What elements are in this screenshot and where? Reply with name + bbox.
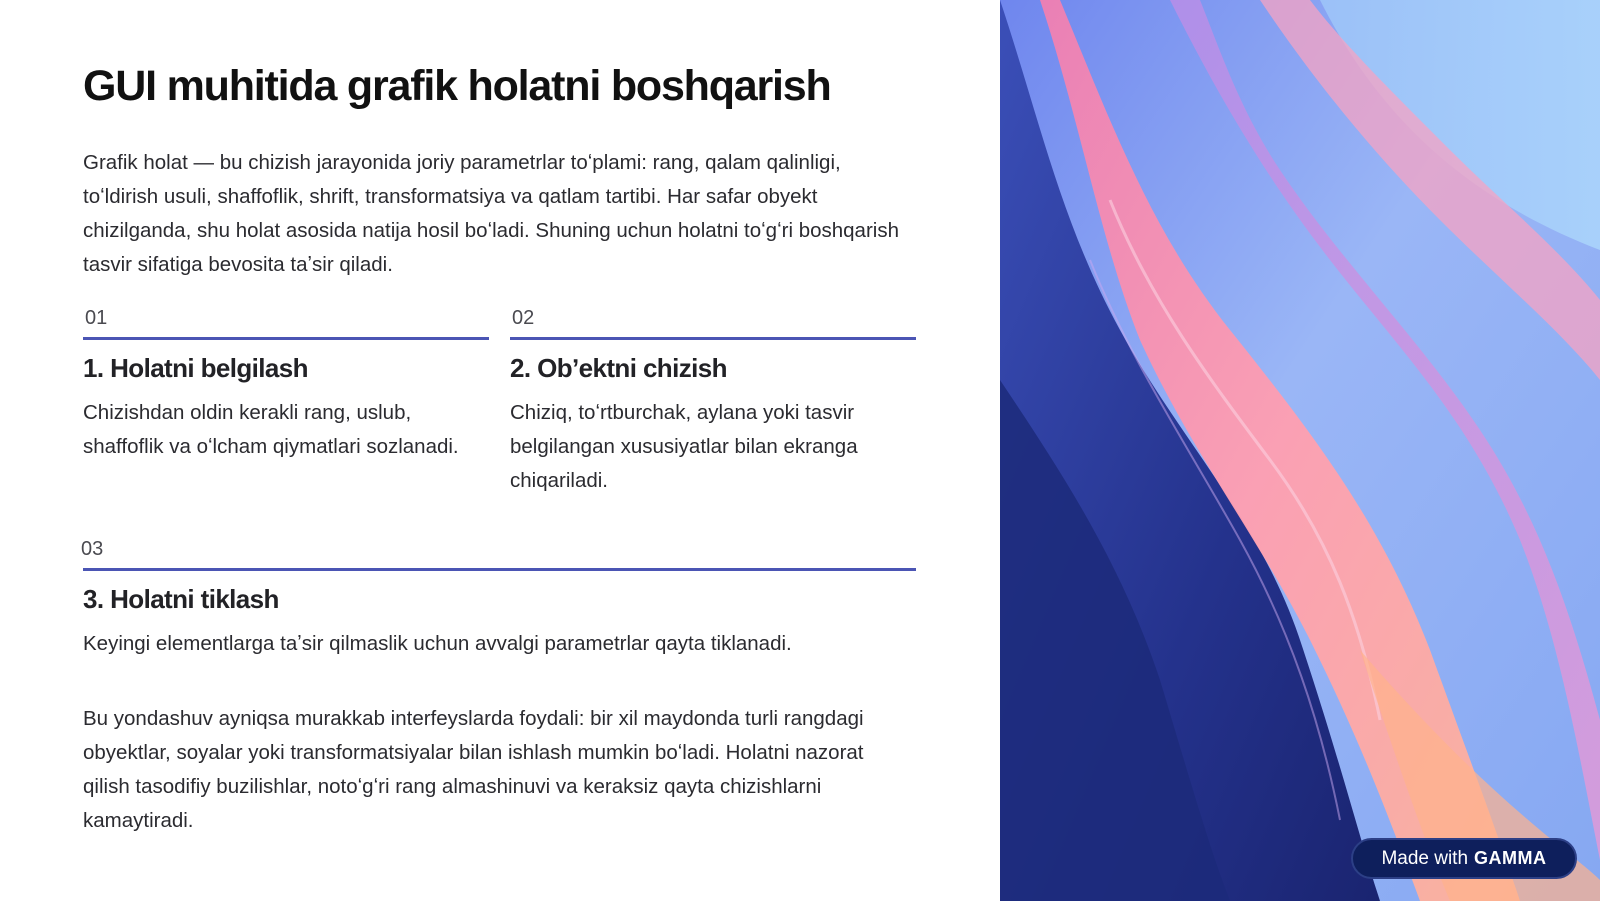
step-title: 3. Holatni tiklash — [83, 584, 279, 614]
step-divider — [83, 568, 916, 571]
step-number: 01 — [85, 307, 108, 329]
closing-paragraph: Bu yondashuv ayniqsa murakkab interfeyslarda foydali: bir xil maydonda turli rangdagi obyektlar, soyalar yoki transformatsiyalar bilan ishlash mumkin boʻladi. Holatni nazorat qilish tasodifiy buzilishlar, notoʻgʻri rang almashinuvi va keraksiz qayta chizishlarni kamaytiradi. — [83, 707, 864, 832]
step-title: 2. Obʼektni chizish — [510, 353, 727, 383]
decorative-abstract-image — [1000, 0, 1600, 901]
gamma-logo-text: GAMMA — [1474, 848, 1547, 868]
step-2 — [510, 303, 916, 498]
intro-paragraph: Grafik holat — bu chizish jarayonida joriy parametrlar toʻplami: rang, qalam qalinligi, toʻldirish usuli, shaffoflik, shrift, transformatsiya va qatlam tartibi. Har safar obyekt chizilganda, shu holat asosida natija hosil boʻladi. Shuning uchun holatni toʻgʻri boshqarish tasvir sifatiga bevosita taʼsir qiladi. — [83, 151, 899, 276]
step-3 — [83, 534, 916, 661]
step-number: 02 — [512, 307, 535, 329]
step-description: Keyingi elementlarga taʼsir qilmaslik uchun avvalgi parametrlar qayta tiklanadi. — [83, 632, 792, 655]
step-description: Chizishdan oldin kerakli rang, uslub, shaffoflik va oʻlcham qiymatlari sozlanadi. — [83, 401, 459, 458]
step-1 — [83, 303, 489, 464]
step-description: Chiziq, toʻrtburchak, aylana yoki tasvir belgilangan xususiyatlar bilan ekranga chiqariladi. — [510, 401, 858, 492]
step-title: 1. Holatni belgilash — [83, 353, 308, 383]
badge-prefix-text: Made with — [1381, 847, 1469, 869]
step-divider — [510, 337, 916, 340]
slide-title: GUI muhitida grafik holatni boshqarish — [83, 62, 831, 110]
step-number: 03 — [81, 538, 104, 560]
abstract-waves-image — [1000, 0, 1600, 901]
step-divider — [83, 337, 489, 340]
made-with-gamma-badge[interactable] — [1351, 838, 1577, 879]
